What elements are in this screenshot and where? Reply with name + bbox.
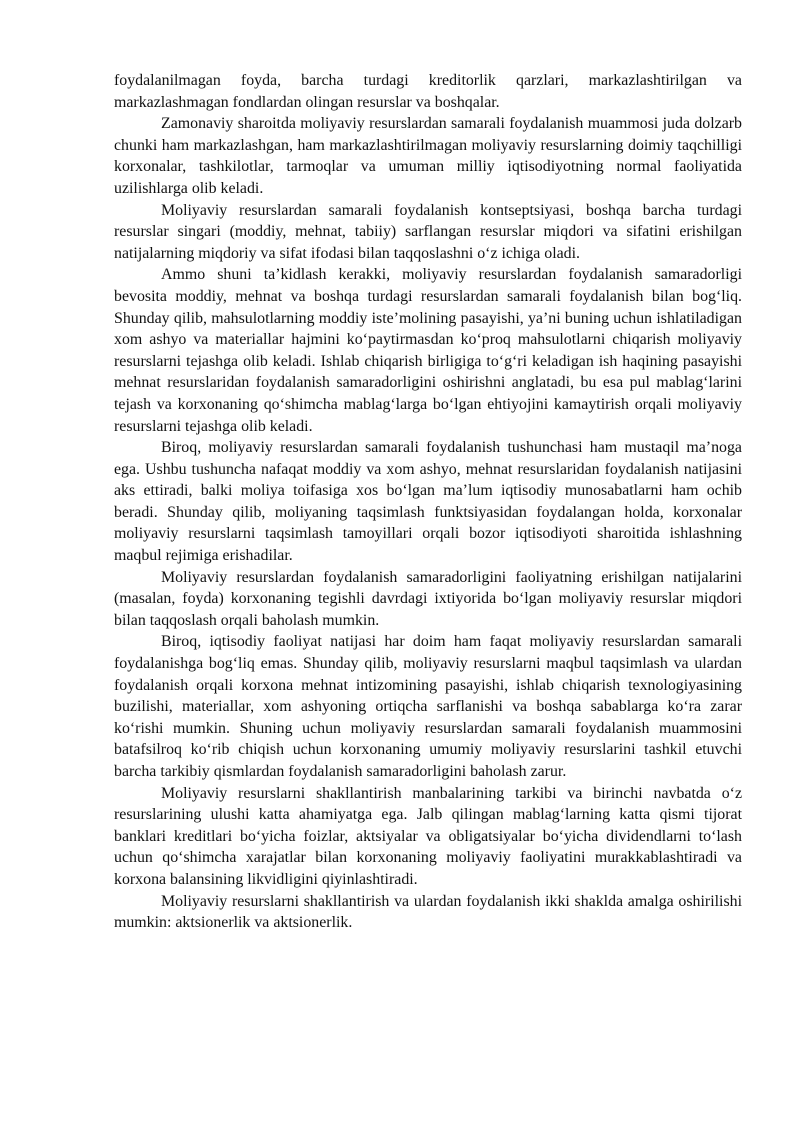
paragraph: Moliyaviy resurslarni shakllantirish va ulardan foydalanish ikki shaklda amalga oshirilishi mumkin: aktsionerlik va aktsionerlik. [114, 892, 742, 932]
paragraph: Moliyaviy resurslardan samarali foydalanish kontseptsiyasi, boshqa barcha turdagi resurslar singari (moddiy, mehnat, tabiiy) sarflangan resurslar miqdori va sifatini erishilgan natijalarning miqdoriy va sifat ifodasi bilan taqqoslashni oʻz ichiga oladi. [114, 201, 742, 262]
paragraph-continuation: foydalanilmagan foyda, barcha turdagi kreditorlik qarzlari, markazlashtirilgan va markazlashmagan fondlardan olingan resurslar va boshqalar. [114, 72, 742, 111]
paragraph: Zamonaviy sharoitda moliyaviy resurslardan samarali foydalanish muammosi juda dolzarb chunki ham markazlashgan, ham markazlashtirilmagan moliyaviy resurslarning doimiy taqchilligi korxonalar, tashkilotlar, tarmoqlar va umuman milliy iqtisodiyotning normal faoliyatida uzilishlarga olib keladi. [114, 115, 742, 197]
paragraph: Biroq, moliyaviy resurslardan samarali foydalanish tushunchasi ham mustaqil maʼnoga ega. Ushbu tushuncha nafaqat moddiy va xom ashyo, mehnat resurslaridan foydalanish natijasini aks ettiradi, balki moliya toifasiga xos boʻlgan maʼlum iqtisodiy munosabatlarni ham ochib beradi. Shunday qilib, moliyaning taqsimlash funktsiyasidan foydalangan holda, korxonalar moliyaviy resurslarni taqsimlash tamoyillari orqali bozor iqtisodiyoti sharoitida ishlashning maqbul rejimiga erishadilar. [114, 439, 742, 565]
paragraph: Moliyaviy resurslarni shakllantirish manbalarining tarkibi va birinchi navbatda oʻz resurslarining ulushi katta ahamiyatga ega. Jalb qilingan mablagʻlarning katta qismi tijorat banklari kreditlari boʻyicha foizlar, aktsiyalar va obligatsiyalar boʻyicha dividendlarni toʻlash uchun qoʻshimcha xarajatlar bilan korxonaning moliyaviy faoliyatini murakkablashtiradi va korxona balansining likvidligini qiyinlashtiradi. [114, 784, 742, 888]
document-page [114, 70, 742, 934]
paragraph: Ammo shuni taʼkidlash kerakki, moliyaviy resurslardan foydalanish samaradorligi bevosita moddiy, mehnat va boshqa turdagi resurslardan samarali foydalanish bilan bogʻliq. Shunday qilib, mahsulotlarning moddiy isteʼmolining pasayishi, yaʼni buning uchun ishlatiladigan xom ashyo va materiallar hajmini koʻpaytirmasdan koʻproq mahsulotlarni chiqarish moliyaviy resurslarni tejashga olib keladi. Ishlab chiqarish birligiga toʻgʻri keladigan ish haqining pasayishi mehnat resurslaridan foydalanish samaradorligini oshirishni anglatadi, bu esa pul mablagʻlarini tejash va korxonaning qoʻshimcha mablagʻlarga boʻlgan ehtiyojini kamaytirish orqali moliyaviy resurslarni tejashga olib keladi. [114, 266, 742, 435]
paragraph: Biroq, iqtisodiy faoliyat natijasi har doim ham faqat moliyaviy resurslardan samarali foydalanishga bogʻliq emas. Shunday qilib, moliyaviy resurslarni maqbul taqsimlash va ulardan foydalanish orqali korxona mehnat intizomining pasayishi, ishlab chiqarish texnologiyasining buzilishi, materiallar, xom ashyoning ortiqcha sarflanishi va boshqa sabablarga koʻra zarar koʻrishi mumkin. Shuning uchun moliyaviy resurslardan samarali foydalanish muammosini batafsilroq koʻrib chiqish uchun korxonaning umumiy moliyaviy resurslarini tashkil etuvchi barcha tarkibiy qismlardan foydalanish samaradorligini baholash zarur. [114, 633, 742, 780]
paragraph: Moliyaviy resurslardan foydalanish samaradorligini faoliyatning erishilgan natijalarini (masalan, foyda) korxonaning tegishli davrdagi ixtiyorida boʻlgan moliyaviy resurslar miqdori bilan taqqoslash orqali baholash mumkin. [114, 568, 742, 629]
